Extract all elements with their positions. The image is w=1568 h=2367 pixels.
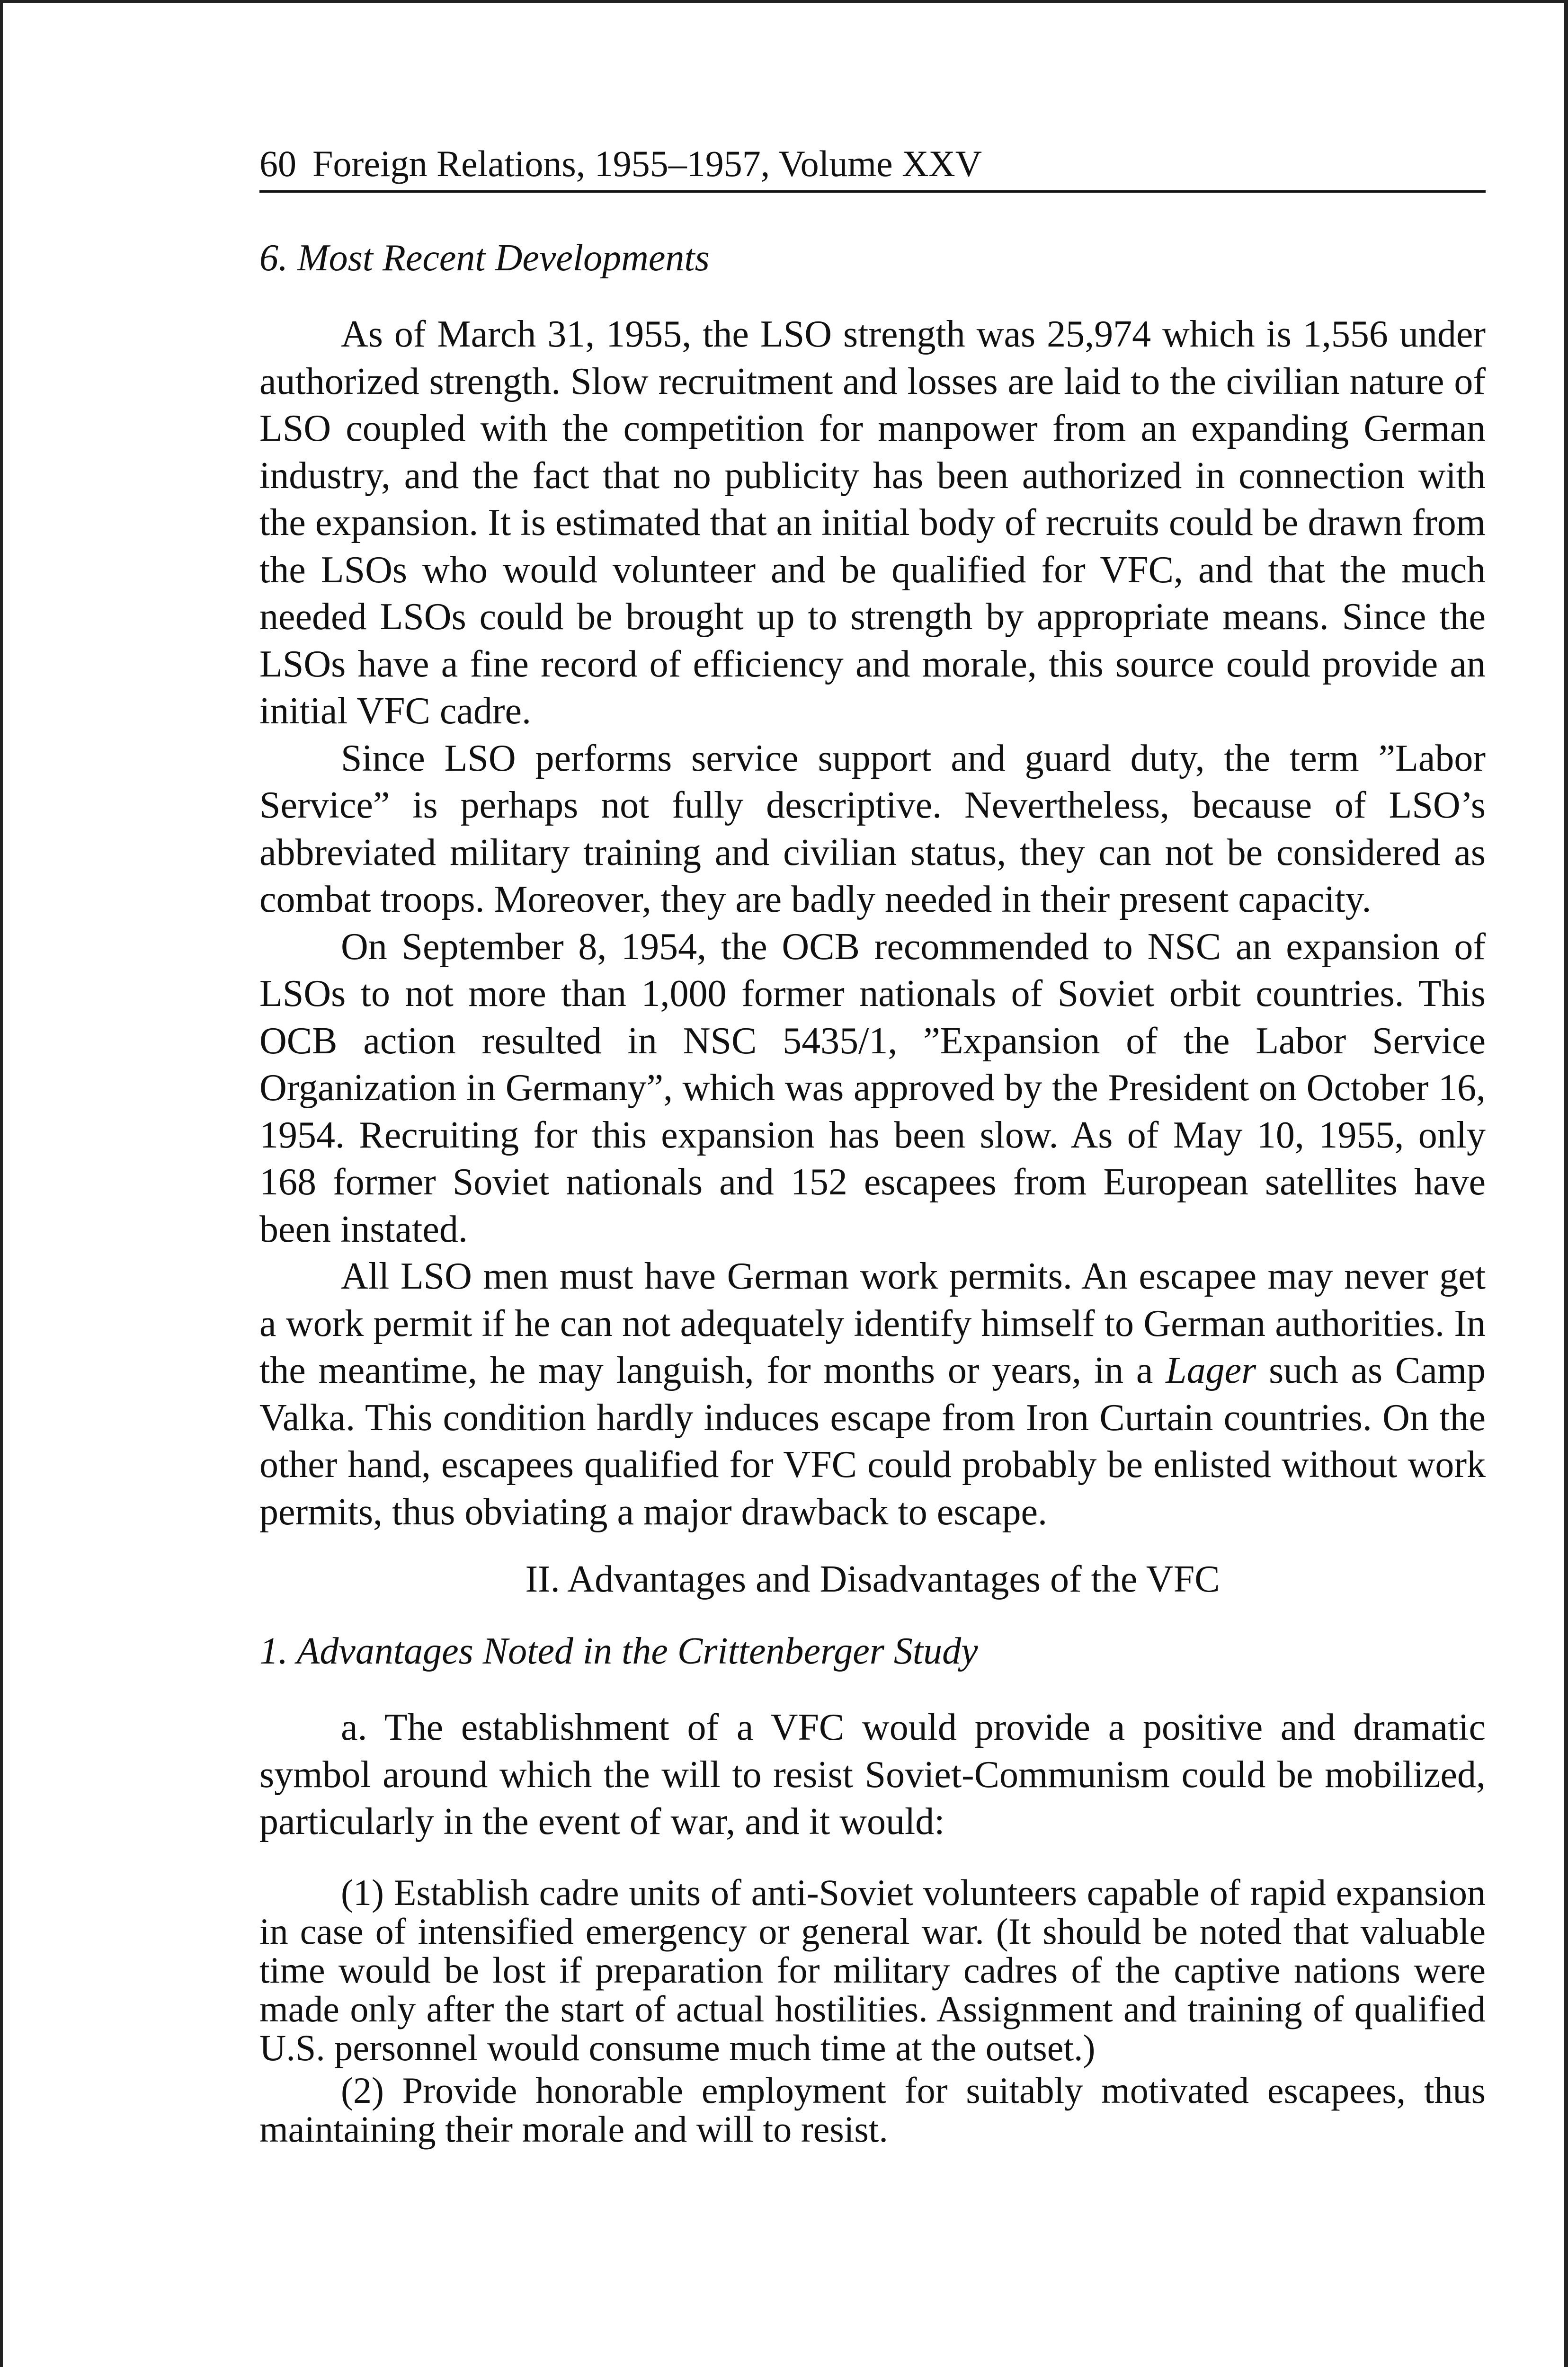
list-item-establish-cadre: (1) Establish cadre units of anti-Soviet volunteers capable of rapid expansion in case of intensified emergency or general war. (It should be noted that valuable time would be lost if preparation for military cadres of the captive nations were made only after the start of actual hostilities. Assignment and training of qualified U.S. personnel would consume much time at the outset.) <box>259 1871 1486 2068</box>
lager-italic: Lager <box>1166 1350 1256 1391</box>
paragraph-lso-strength: As of March 31, 1955, the LSO strength was 25,974 which is 1,556 under authorized strength. Slow recruitment and losses are laid to the civilian nature of LSO coupled with the competition for manpower from an expanding German industry, and the fact that no publicity has been authorized in connection with the expansion. It is estimated that an initial body of recruits could be drawn from the LSOs who would volunteer and be qualified for VFC, and that the much needed LSOs could be brought up to strength by appropriate means. Since the LSOs have a fine record of efficiency and morale, this source could provide an initial VFC cadre. <box>259 313 1486 732</box>
paragraph-ocb-expansion: On September 8, 1954, the OCB recommended to NSC an expansion of LSOs to not more than 1,000 former nationals of Soviet orbit countries. This OCB action resulted in NSC 5435/1, ”Expansion of the Labor Service Organization in Germany”, which was approved by the President on October 16, 1954. Recruiting for this expansion has been slow. As of May 10, 1955, only 168 former Soviet nationals and 152 escapees from European satellites have been instated. <box>259 925 1486 1250</box>
section-heading-advantages-disadvantages: II. Advantages and Disadvantages of the VFC <box>525 1558 1220 1600</box>
section-heading-most-recent-developments: 6. Most Recent Developments <box>259 237 710 279</box>
subsection-heading-crittenberger-study: 1. Advantages Noted in the Crittenberger Study <box>259 1630 978 1672</box>
page-body <box>259 234 1486 2149</box>
paragraph-work-permits-part2: such as Camp Valka. This condition hardly induces escape from Iron Curtain countries. On the other hand, escapees qualified for VFC could probably be enlisted without work permits, thus obviating a major drawback to escape. <box>259 1350 1486 1533</box>
page-number: 60 <box>259 143 296 184</box>
paragraph-a-positive-symbol: a. The establishment of a VFC would provide a positive and dramatic symbol around which the will to resist Soviet-Communism could be mobilized, particularly in the event of war, and it would: <box>259 1707 1486 1842</box>
running-header <box>259 137 1486 193</box>
paragraph-labor-service: Since LSO performs service support and guard duty, the term ”Labor Service” is perhaps not fully descriptive. Nevertheless, because of LSO’s abbreviated military training and civilian status, they can not be considered as combat troops. Moreover, they are badly needed in their present capacity. <box>259 737 1486 920</box>
paragraph-work-permits <box>259 1253 1486 1536</box>
paragraph-work-permits-part1: All LSO men must have German work permits. An escapee may never get a work permit if he can not adequately identify himself to German authorities. In the meantime, he may languish, for months or years, in a <box>259 1255 1486 1391</box>
list-item-honorable-employment: (2) Provide honorable employment for suitably motivated escapees, thus maintaining their morale and will to resist. <box>259 2069 1486 2150</box>
running-title: Foreign Relations, 1955–1957, Volume XXV <box>312 143 982 184</box>
